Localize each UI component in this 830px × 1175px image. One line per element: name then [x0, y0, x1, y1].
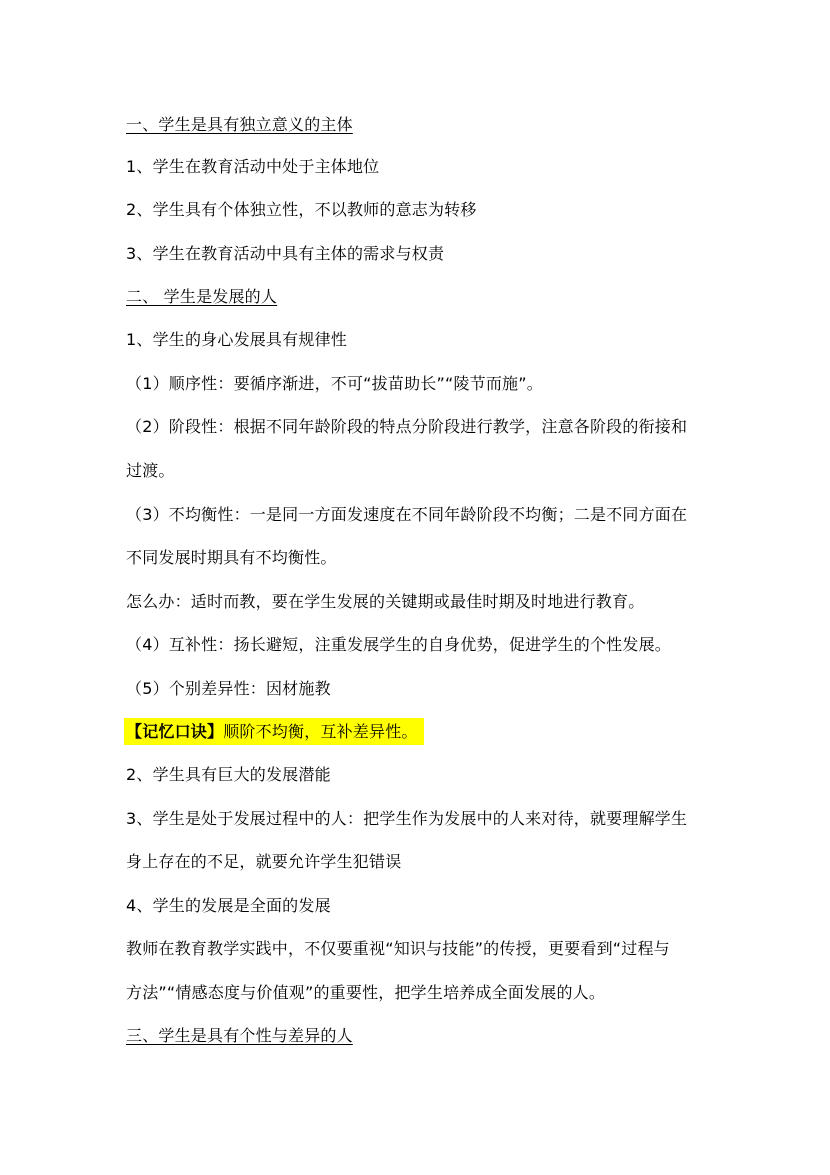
paragraph: 方法”“情感态度与价值观”的重要性，把学生培养成全面发展的人。	[126, 983, 606, 1002]
memory-tip-text: 顺阶不均衡，互补差异性。	[223, 722, 418, 741]
paragraph: 1、学生在教育活动中处于主体地位	[126, 157, 380, 176]
paragraph: （1）顺序性：要循序渐进，不可“拔苗助长”“陵节而施”。	[126, 374, 543, 393]
section-heading-3: 三、学生是具有个性与差异的人	[126, 1026, 353, 1045]
paragraph: 教师在教育教学实践中，不仅要重视“知识与技能”的传授，更要看到“过程与	[126, 939, 670, 958]
paragraph: 3、学生是处于发展过程中的人：把学生作为发展中的人来对待，就要理解学生	[126, 809, 688, 828]
paragraph: 怎么办：适时而教，要在学生发展的关键期或最佳时期及时地进行教育。	[126, 592, 645, 611]
paragraph: （4）互补性：扬长避短，注重发展学生的自身优势，促进学生的个性发展。	[126, 635, 671, 654]
section-heading-2: 二、 学生是发展的人	[126, 287, 278, 306]
paragraph: 不同发展时期具有不均衡性。	[126, 548, 337, 567]
paragraph: 过渡。	[126, 461, 175, 480]
paragraph: （5）个别差异性：因材施教	[126, 679, 331, 698]
paragraph: （2）阶段性：根据不同年龄阶段的特点分阶段进行教学，注意各阶段的衔接和	[126, 417, 688, 436]
paragraph: 4、学生的发展是全面的发展	[126, 896, 331, 915]
memory-tip-highlight	[124, 718, 424, 745]
section-heading-1: 一、学生是具有独立意义的主体	[126, 115, 353, 134]
memory-tip-label: 【记忆口诀】	[126, 722, 224, 741]
paragraph: 2、学生具有巨大的发展潜能	[126, 765, 331, 784]
paragraph: 1、学生的身心发展具有规律性	[126, 330, 347, 349]
paragraph: 身上存在的不足，就要允许学生犯错误	[126, 852, 402, 871]
memory-tip	[126, 721, 424, 743]
paragraph: （3）不均衡性：一是同一方面发速度在不同年龄阶段不均衡；二是不同方面在	[126, 505, 688, 524]
paragraph: 3、学生在教育活动中具有主体的需求与权责	[126, 244, 445, 263]
paragraph: 2、学生具有个体独立性，不以教师的意志为转移	[126, 200, 477, 219]
